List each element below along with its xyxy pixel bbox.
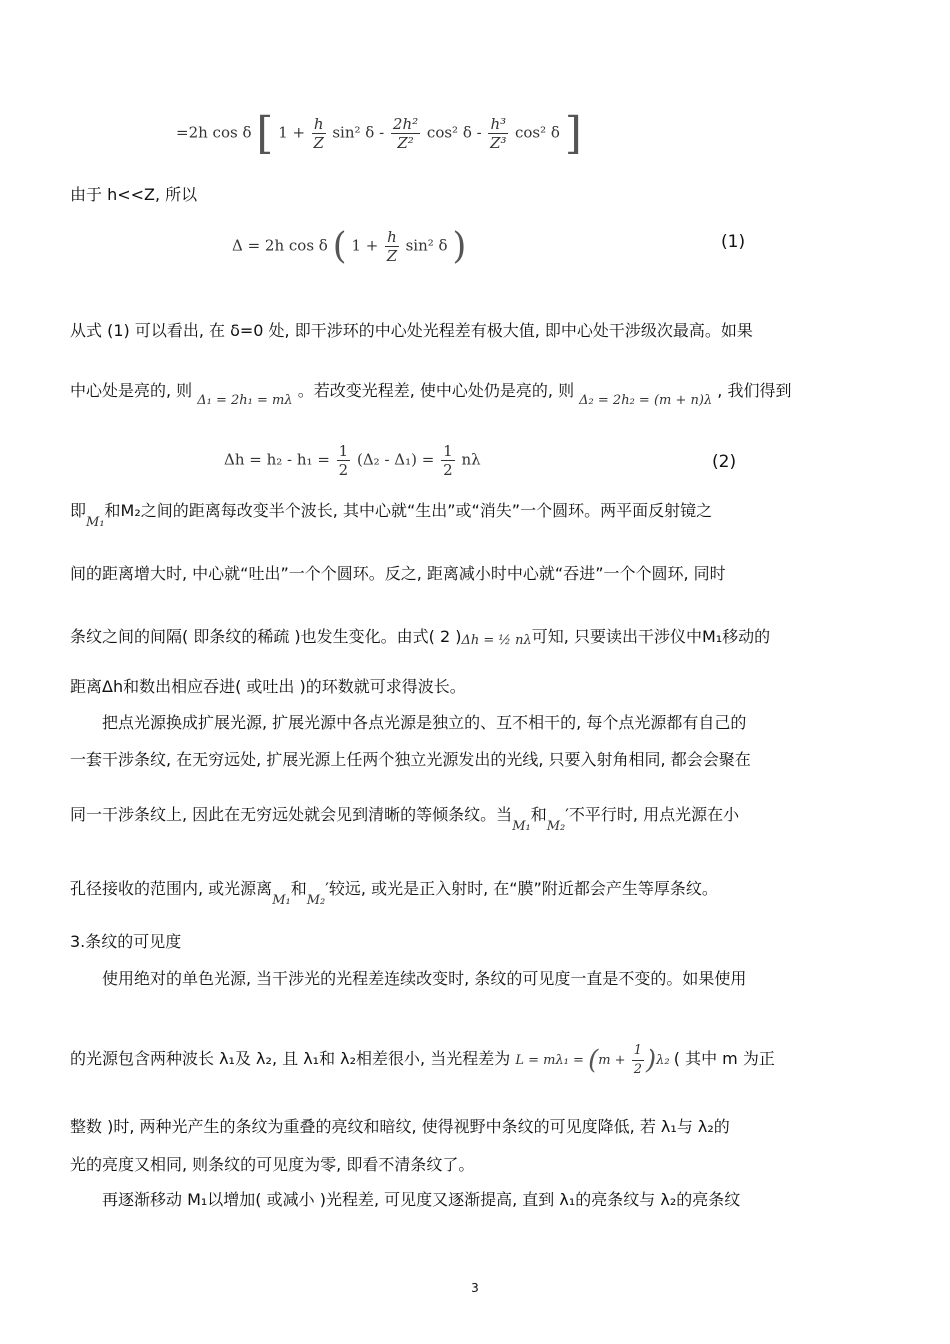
line-5: 条纹之间的间隔( 即条纹的稀疏 )也发生变化。由式( 2 )Δh = ½ nλ可知, 只要读出干涉仪中M₁移动的 [70, 627, 771, 648]
line-15: 再逐渐移动 M₁以增加( 或减小 )光程差, 可见度又逐渐提高, 直到 λ₁的亮条纹与 λ₂的亮条纹 [70, 1190, 741, 1209]
bracket-left: [ [256, 108, 274, 159]
inline-eq-L: L = mλ₁ = (m + $\frac{1}{2}$ )λ₂ [515, 1043, 670, 1077]
inline-m2: M₂ [306, 893, 326, 908]
equation-1 [232, 226, 466, 267]
line-10: 孔径接收的范围内, 或光源离$_{M_1}$和$_{M_2}$′较远, 或光是正入射时, 在“膜”附近都会产生等厚条纹。 [70, 879, 718, 908]
line-8: 一套干涉条纹, 在无穷远处, 扩展光源上任两个独立光源发出的光线, 只要入射角相同, 都会会聚在 [70, 750, 751, 769]
fraction: $\frac{1}{2}$ [338, 442, 349, 479]
bracket-right: ] [564, 108, 582, 159]
inline-eq-delta-h: Δh = ½ nλ [461, 633, 532, 648]
paragraph-since: 由于 h<<Z, 所以 [70, 185, 198, 204]
equation-number-1: (1) [721, 232, 746, 252]
line-6: 距离Δh和数出相应吞进( 或吐出 )的环数就可求得波长。 [70, 677, 466, 696]
paren-left: ( [332, 226, 347, 267]
line-13: 整数 )时, 两种光产生的条纹为重叠的亮纹和暗纹, 使得视野中条纹的可见度降低, 若 λ₁与 λ₂的 [70, 1117, 730, 1136]
line-3: 即$_{M_1}$和M₂之间的距离每改变半个波长, 其中心就“生出”或“消失”一个圆环。两平面反射镜之 [70, 501, 713, 530]
line-11: 使用绝对的单色光源, 当干涉光的光程差连续改变时, 条纹的可见度一直是不变的。如果使用 [70, 969, 747, 988]
eq-top-term1: 1 + [278, 123, 306, 142]
eq1-lead: Δ = 2h cos δ [232, 236, 328, 255]
equation-2 [224, 442, 481, 479]
inline-m2: M₂ [546, 819, 566, 834]
equation-top [176, 108, 582, 159]
inline-m1: M₁ [86, 515, 105, 530]
fraction: $\frac{\text{h³}}{\text{Z³}}$ [490, 115, 507, 152]
eq-top-t1: sin² δ - [332, 123, 385, 142]
inline-eq-delta1: Δ₁ = 2h₁ = mλ [197, 393, 293, 408]
fraction: $\frac{h}{Z}$ [313, 115, 324, 152]
eq2-mid: (Δ₂ - Δ₁) = [357, 450, 435, 469]
inline-m1: M₁ [272, 893, 291, 908]
eq2-lead: Δh = h₂ - h₁ = [224, 450, 330, 469]
eq2-tail: nλ [461, 450, 481, 469]
line-1: 从式 (1) 可以看出, 在 δ=0 处, 即干涉环的中心处光程差有极大值, 即中心处干涉级次最高。如果 [70, 321, 753, 340]
line-4: 间的距离增大时, 中心就“吐出”一个个圆环。反之, 距离减小时中心就“吞进”一个个圆环, 同时 [70, 564, 726, 583]
line-2: 中心处是亮的, 则 $_{\Delta_1 = 2h_1 = m\lambda}$ 。若改变光程差, 使中心处仍是亮的, 则 $_{\Delta_2 = 2h_2 = (m + n)\lambda}$ , 我们得到 [70, 381, 792, 408]
eq1-tail: sin² δ [405, 236, 448, 255]
section-heading: 3.条纹的可见度 [70, 932, 182, 951]
fraction: $\frac{1}{2}$ [443, 442, 453, 479]
eq1-term: 1 + [351, 236, 379, 255]
inline-m1: M₁ [512, 819, 531, 834]
eq-top-t2: cos² δ - [426, 123, 482, 142]
line-12: 的光源包含两种波长 λ₁及 λ₂, 且 λ₁和 λ₂相差很小, 当光程差为 L = mλ₁ = (m + $\frac{1}{2}$ )λ₂ ( 其中 m 为正 [70, 1043, 775, 1077]
line-7: 把点光源换成扩展光源, 扩展光源中各点光源是独立的、互不相干的, 每个点光源都有自己的 [70, 713, 747, 732]
eq-top-t3: cos² δ [514, 123, 560, 142]
eq-top-lead: =2h cos δ [176, 123, 252, 142]
equation-number-2: (2) [712, 452, 737, 472]
inline-eq-delta2: Δ₂ = 2h₂ = (m + n)λ [579, 393, 713, 408]
fraction: $\frac{h}{Z}$ [386, 228, 398, 265]
fraction: $\frac{\text{2h²}}{\text{Z²}}$ [392, 115, 419, 152]
page-number: 3 [471, 1281, 479, 1295]
line-14: 光的亮度又相同, 则条纹的可见度为零, 即看不清条纹了。 [70, 1155, 475, 1174]
line-9: 同一干涉条纹上, 因此在无穷远处就会见到清晰的等倾条纹。当$_{M_1}$和$_{M_2}$′不平行时, 用点光源在小 [70, 805, 740, 834]
paren-right: ) [452, 226, 467, 267]
